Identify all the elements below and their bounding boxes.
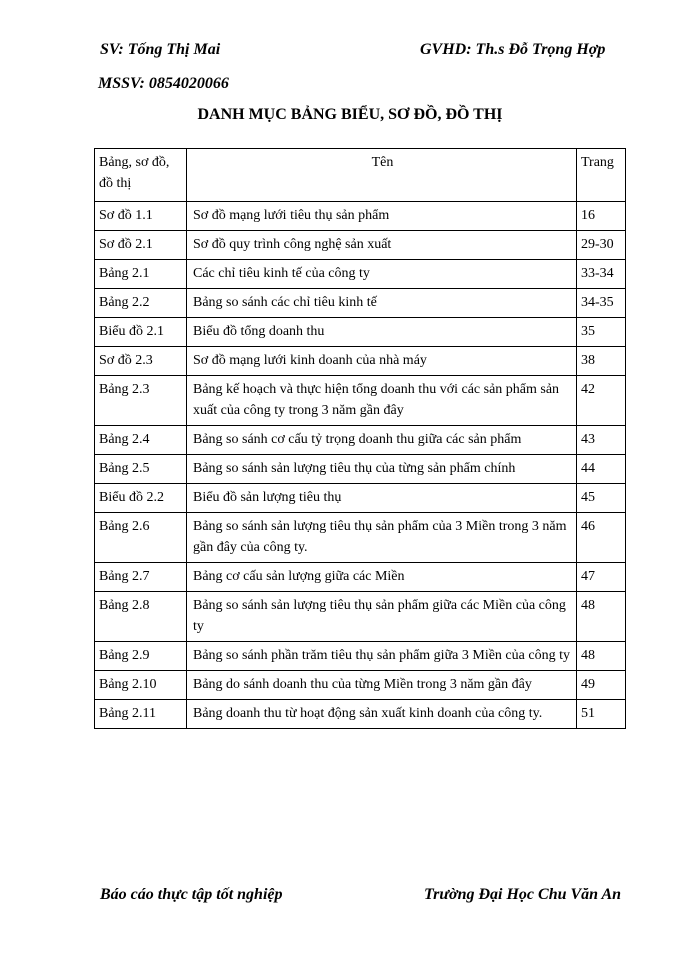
table-row: [95, 202, 626, 231]
row-page-cell: 29-30: [577, 231, 626, 260]
row-id-cell: Sơ đồ 2.3: [95, 347, 187, 376]
row-page-cell: 33-34: [577, 260, 626, 289]
table-row: [95, 376, 626, 426]
table-row: [95, 484, 626, 513]
row-id-cell: Bảng 2.9: [95, 642, 187, 671]
row-id-cell: Sơ đồ 1.1: [95, 202, 187, 231]
column-header-id: Bảng, sơ đồ, đồ thị: [95, 149, 187, 202]
page-title: DANH MỤC BẢNG BIỂU, SƠ ĐỒ, ĐỒ THỊ: [197, 106, 503, 123]
student-id: MSSV: 0854020066: [98, 75, 229, 92]
row-page-cell: 48: [577, 642, 626, 671]
row-page-cell: 43: [577, 426, 626, 455]
column-header-name: Tên: [187, 149, 577, 202]
table-row: [95, 231, 626, 260]
row-page-cell: 38: [577, 347, 626, 376]
row-id-cell: Bảng 2.2: [95, 289, 187, 318]
row-name-cell: Bảng so sánh sản lượng tiêu thụ của từng sản phẩm chính: [187, 455, 577, 484]
row-id-cell: Bảng 2.3: [95, 376, 187, 426]
row-name-cell: Sơ đồ quy trình công nghệ sản xuất: [187, 231, 577, 260]
row-name-cell: Bảng so sánh cơ cấu tỷ trọng doanh thu giữa các sản phẩm: [187, 426, 577, 455]
row-id-cell: Bảng 2.11: [95, 700, 187, 729]
footer-report-title: Báo cáo thực tập tốt nghiệp: [100, 886, 283, 903]
row-name-cell: Bảng do sánh doanh thu của từng Miền trong 3 năm gần đây: [187, 671, 577, 700]
row-name-cell: Sơ đồ mạng lưới kinh doanh của nhà máy: [187, 347, 577, 376]
table-row: [95, 318, 626, 347]
row-name-cell: Bảng so sánh phần trăm tiêu thụ sản phẩm giữa 3 Miền của công ty: [187, 642, 577, 671]
row-id-cell: Biểu đồ 2.2: [95, 484, 187, 513]
table-row: [95, 700, 626, 729]
row-page-cell: 48: [577, 592, 626, 642]
table-row: [95, 347, 626, 376]
row-page-cell: 16: [577, 202, 626, 231]
row-page-cell: 34-35: [577, 289, 626, 318]
row-page-cell: 47: [577, 563, 626, 592]
advisor-name: GVHD: Th.s Đỗ Trọng Hợp: [420, 41, 606, 58]
row-page-cell: 45: [577, 484, 626, 513]
row-id-cell: Bảng 2.4: [95, 426, 187, 455]
table-row: [95, 592, 626, 642]
row-name-cell: Bảng kế hoạch và thực hiện tổng doanh thu với các sản phẩm sản xuất của công ty trong 3 năm gần đây: [187, 376, 577, 426]
row-name-cell: Bảng so sánh sản lượng tiêu thụ sản phẩm của 3 Miền trong 3 năm gần đây của công ty.: [187, 513, 577, 563]
table-header-row: [95, 149, 626, 202]
footer-school-name: Trường Đại Học Chu Văn An: [424, 886, 622, 903]
row-name-cell: Bảng so sánh các chỉ tiêu kinh tế: [187, 289, 577, 318]
row-id-cell: Sơ đồ 2.1: [95, 231, 187, 260]
row-page-cell: 44: [577, 455, 626, 484]
row-page-cell: 46: [577, 513, 626, 563]
row-page-cell: 42: [577, 376, 626, 426]
row-name-cell: Bảng doanh thu từ hoạt động sản xuất kinh doanh của công ty.: [187, 700, 577, 729]
table-row: [95, 642, 626, 671]
student-name: SV: Tống Thị Mai: [100, 41, 221, 58]
row-name-cell: Sơ đồ mạng lưới tiêu thụ sản phẩm: [187, 202, 577, 231]
row-name-cell: Các chỉ tiêu kinh tế của công ty: [187, 260, 577, 289]
row-name-cell: Biểu đồ sản lượng tiêu thụ: [187, 484, 577, 513]
table-row: [95, 260, 626, 289]
table-row: [95, 426, 626, 455]
toc-table: [94, 148, 626, 729]
row-page-cell: 35: [577, 318, 626, 347]
row-page-cell: 49: [577, 671, 626, 700]
row-id-cell: Bảng 2.8: [95, 592, 187, 642]
column-header-page: Trang: [577, 149, 626, 202]
row-name-cell: Bảng cơ cấu sản lượng giữa các Miền: [187, 563, 577, 592]
row-name-cell: Bảng so sánh sản lượng tiêu thụ sản phẩm giữa các Miền của công ty: [187, 592, 577, 642]
table-row: [95, 563, 626, 592]
table-row: [95, 513, 626, 563]
row-id-cell: Bảng 2.1: [95, 260, 187, 289]
table-row: [95, 289, 626, 318]
row-id-cell: Bảng 2.5: [95, 455, 187, 484]
row-page-cell: 51: [577, 700, 626, 729]
row-id-cell: Bảng 2.6: [95, 513, 187, 563]
row-id-cell: Bảng 2.10: [95, 671, 187, 700]
row-id-cell: Bảng 2.7: [95, 563, 187, 592]
row-id-cell: Biểu đồ 2.1: [95, 318, 187, 347]
table-row: [95, 671, 626, 700]
row-name-cell: Biểu đồ tổng doanh thu: [187, 318, 577, 347]
table-row: [95, 455, 626, 484]
